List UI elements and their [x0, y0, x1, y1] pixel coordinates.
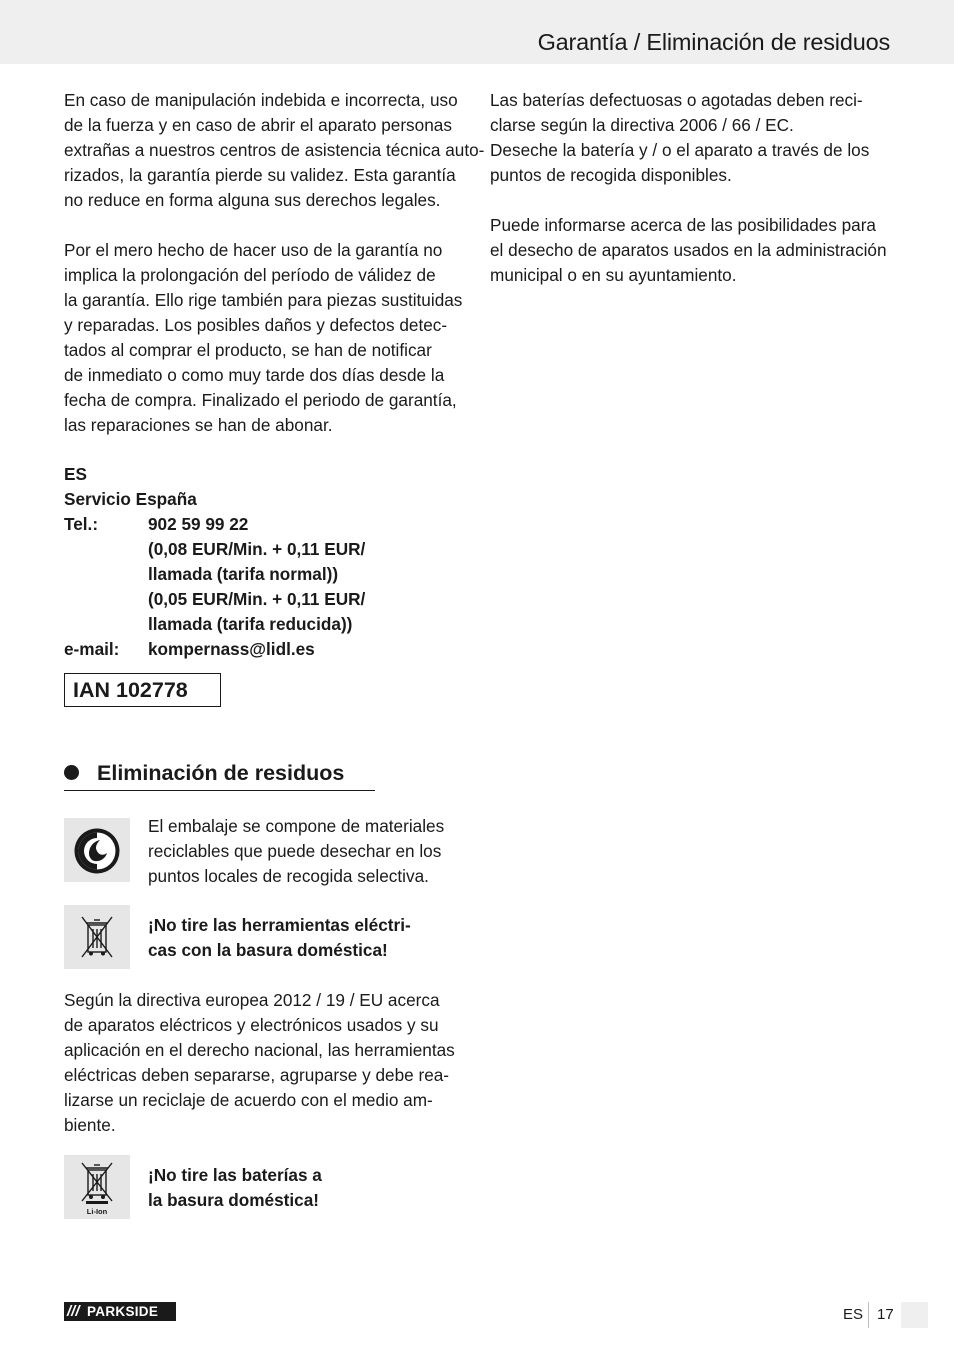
rate-line: llamada (tarifa normal)) — [148, 564, 339, 584]
green-dot-recycling-icon — [64, 818, 130, 882]
text-line: cas con la basura doméstica! — [148, 940, 388, 960]
text-line: la garantía. Ello rige también para piezas sustituidas — [64, 290, 463, 310]
text-line: puntos de recogida disponibles. — [490, 165, 732, 185]
section-underline — [64, 790, 375, 791]
warranty-paragraph-2 — [64, 238, 462, 438]
battery-icon-label: Li-Ion — [86, 1207, 108, 1216]
page-title: Garantía / Eliminación de residuos — [537, 29, 890, 55]
brand-slashes-icon: /// — [67, 1303, 80, 1320]
text-line: de aparatos eléctricos y electrónicos usados y su — [64, 1015, 439, 1035]
text-line: Por el mero hecho de hacer uso de la garantía no — [64, 240, 443, 260]
text-line: clarse según la directiva 2006 / 66 / EC. — [490, 115, 794, 135]
tools-warning — [148, 913, 411, 963]
text-line: Deseche la batería y / o el aparato a través de los — [490, 140, 870, 160]
text-line: ¡No tire las baterías a — [148, 1165, 322, 1185]
tel-label: Tel.: — [64, 514, 99, 534]
warranty-paragraph-1 — [64, 88, 484, 213]
text-line: reciclables que puede desechar en los — [148, 841, 442, 861]
footer-tab — [901, 1302, 928, 1328]
rate-line: (0,08 EUR/Min. + 0,11 EUR/ — [148, 539, 366, 559]
text-line: de inmediato o como muy tarde dos días desde la — [64, 365, 445, 385]
rate-line: llamada (tarifa reducida)) — [148, 614, 353, 634]
footer-divider — [868, 1302, 869, 1328]
battery-bin-icon — [64, 1155, 130, 1219]
country-code: ES — [64, 464, 87, 484]
crossed-bin-icon — [64, 905, 130, 969]
directive-paragraph — [64, 988, 455, 1138]
text-line: tados al comprar el producto, se han de notificar — [64, 340, 432, 360]
text-line: ¡No tire las herramientas eléctri- — [148, 915, 411, 935]
ian-number-box: IAN 102778 — [64, 673, 221, 707]
battery-warning — [148, 1163, 322, 1213]
text-line: las reparaciones se han de abonar. — [64, 415, 333, 435]
text-line: aplicación en el derecho nacional, las herramientas — [64, 1040, 455, 1060]
email-label: e-mail: — [64, 639, 120, 659]
rate-line: (0,05 EUR/Min. + 0,11 EUR/ — [148, 589, 366, 609]
service-name: Servicio España — [64, 489, 197, 509]
battery-disposal-paragraph — [490, 88, 869, 188]
text-line: Las baterías defectuosas o agotadas deben reci- — [490, 90, 863, 110]
tel-value: 902 59 99 22 — [148, 514, 249, 534]
municipal-info-paragraph — [490, 213, 887, 288]
text-line: eléctricas deben separarse, agruparse y debe rea- — [64, 1065, 450, 1085]
section-title: Eliminación de residuos — [97, 761, 345, 785]
text-line: biente. — [64, 1115, 116, 1135]
bullet-icon — [64, 765, 79, 780]
text-line: el desecho de aparatos usados en la administración — [490, 240, 887, 260]
text-line: Según la directiva europea 2012 / 19 / EU acerca — [64, 990, 440, 1010]
text-line: y reparadas. Los posibles daños y defectos detec- — [64, 315, 448, 335]
text-line: fecha de compra. Finalizado el periodo de garantía, — [64, 390, 457, 410]
text-line: lizarse un reciclaje de acuerdo con el medio am- — [64, 1090, 433, 1110]
text-line: implica la prolongación del período de válidez de — [64, 265, 436, 285]
email-value: kompernass@lidl.es — [148, 639, 315, 659]
text-line: El embalaje se compone de materiales — [148, 816, 445, 836]
brand-name: PARKSIDE — [87, 1304, 159, 1319]
page-number: 17 — [877, 1306, 894, 1323]
text-line: extrañas a nuestros centros de asistencia técnica auto- — [64, 140, 485, 160]
text-line: puntos locales de recogida selectiva. — [148, 866, 429, 886]
text-line: En caso de manipulación indebida e incorrecta, uso — [64, 90, 458, 110]
text-line: Puede informarse acerca de las posibilidades para — [490, 215, 876, 235]
text-line: municipal o en su ayuntamiento. — [490, 265, 737, 285]
packaging-text — [148, 814, 444, 889]
text-line: rizados, la garantía pierde su validez. Esta garantía — [64, 165, 456, 185]
brand-logo — [64, 1302, 176, 1321]
text-line: de la fuerza y en caso de abrir el aparato personas — [64, 115, 452, 135]
text-line: no reduce en forma alguna sus derechos legales. — [64, 190, 441, 210]
text-line: la basura doméstica! — [148, 1190, 319, 1210]
footer-language: ES — [843, 1306, 864, 1323]
